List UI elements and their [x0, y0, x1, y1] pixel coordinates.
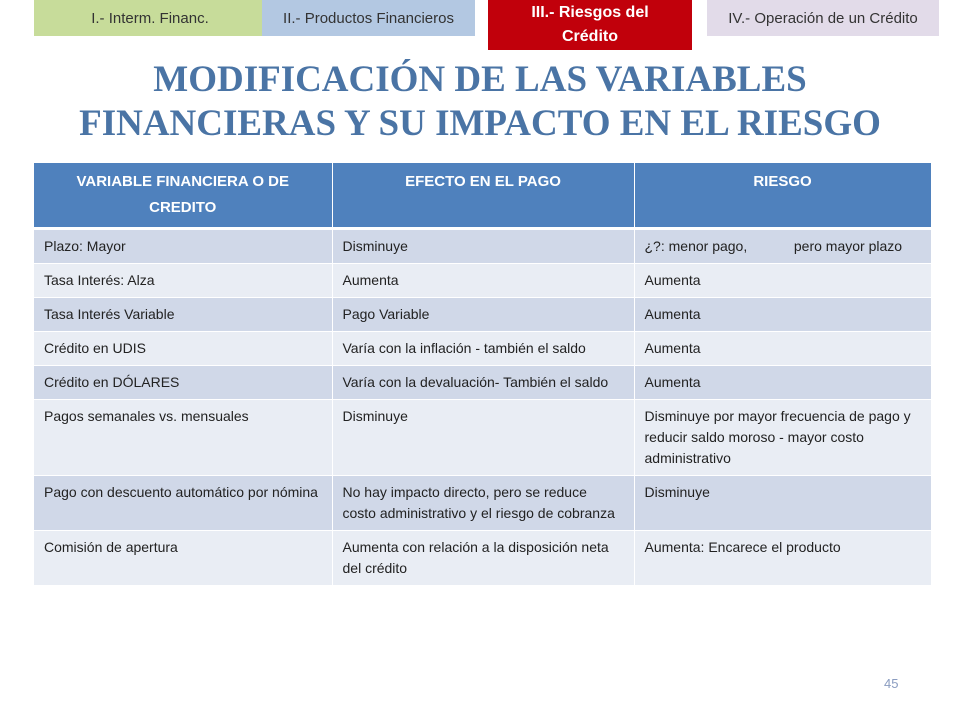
cell-riesgo: ¿?: menor pago, pero mayor plazo — [634, 229, 931, 264]
table-row — [34, 332, 931, 366]
cell-variable: Tasa Interés Variable — [34, 298, 332, 332]
page-title-line-1: MODIFICACIÓN DE LAS VARIABLES — [153, 59, 807, 100]
tab-operacion-de-un-credito[interactable]: IV.- Operación de un Crédito — [707, 0, 939, 36]
page-title — [0, 58, 960, 146]
table-row — [34, 298, 931, 332]
header-efecto: EFECTO EN EL PAGO — [332, 163, 634, 229]
cell-variable: Plazo: Mayor — [34, 229, 332, 264]
table-row — [34, 531, 931, 586]
cell-variable: Crédito en UDIS — [34, 332, 332, 366]
risk-variables-table — [34, 163, 932, 586]
page-title-line-2: FINANCIERAS Y SU IMPACTO EN EL RIESGO — [79, 103, 881, 144]
cell-riesgo: Aumenta — [634, 366, 931, 400]
tab-riesgos-del-credito[interactable]: III.- Riesgos del Crédito — [488, 0, 692, 50]
cell-riesgo: Aumenta — [634, 298, 931, 332]
cell-riesgo: Aumenta — [634, 264, 931, 298]
table-row — [34, 400, 931, 476]
cell-efecto: Varía con la inflación - también el saldo — [332, 332, 634, 366]
cell-riesgo: Aumenta: Encarece el producto — [634, 531, 931, 586]
cell-riesgo: Aumenta — [634, 332, 931, 366]
cell-variable: Comisión de apertura — [34, 531, 332, 586]
cell-efecto: Pago Variable — [332, 298, 634, 332]
table-header-row — [34, 163, 931, 229]
cell-riesgo: Disminuye por mayor frecuencia de pago y reducir saldo moroso - mayor costo administrativo — [634, 400, 931, 476]
cell-efecto: Varía con la devaluación- También el saldo — [332, 366, 634, 400]
cell-variable: Pago con descuento automático por nómina — [34, 476, 332, 531]
cell-variable: Tasa Interés: Alza — [34, 264, 332, 298]
table-row — [34, 476, 931, 531]
table-row — [34, 229, 931, 264]
table-row — [34, 366, 931, 400]
page-number: 45 — [884, 676, 899, 691]
cell-variable: Crédito en DÓLARES — [34, 366, 332, 400]
header-variable: VARIABLE FINANCIERA O DE CREDITO — [34, 163, 332, 229]
cell-efecto: Aumenta — [332, 264, 634, 298]
header-riesgo: RIESGO — [634, 163, 931, 229]
cell-variable: Pagos semanales vs. mensuales — [34, 400, 332, 476]
cell-efecto: Aumenta con relación a la disposición neta del crédito — [332, 531, 634, 586]
tab-interm-financ[interactable]: I.- Interm. Financ. — [34, 0, 266, 36]
cell-efecto: Disminuye — [332, 229, 634, 264]
cell-efecto: Disminuye — [332, 400, 634, 476]
cell-riesgo: Disminuye — [634, 476, 931, 531]
table-row — [34, 264, 931, 298]
tab-productos-financieros[interactable]: II.- Productos Financieros — [262, 0, 475, 36]
cell-efecto: No hay impacto directo, pero se reduce costo administrativo y el riesgo de cobranza — [332, 476, 634, 531]
